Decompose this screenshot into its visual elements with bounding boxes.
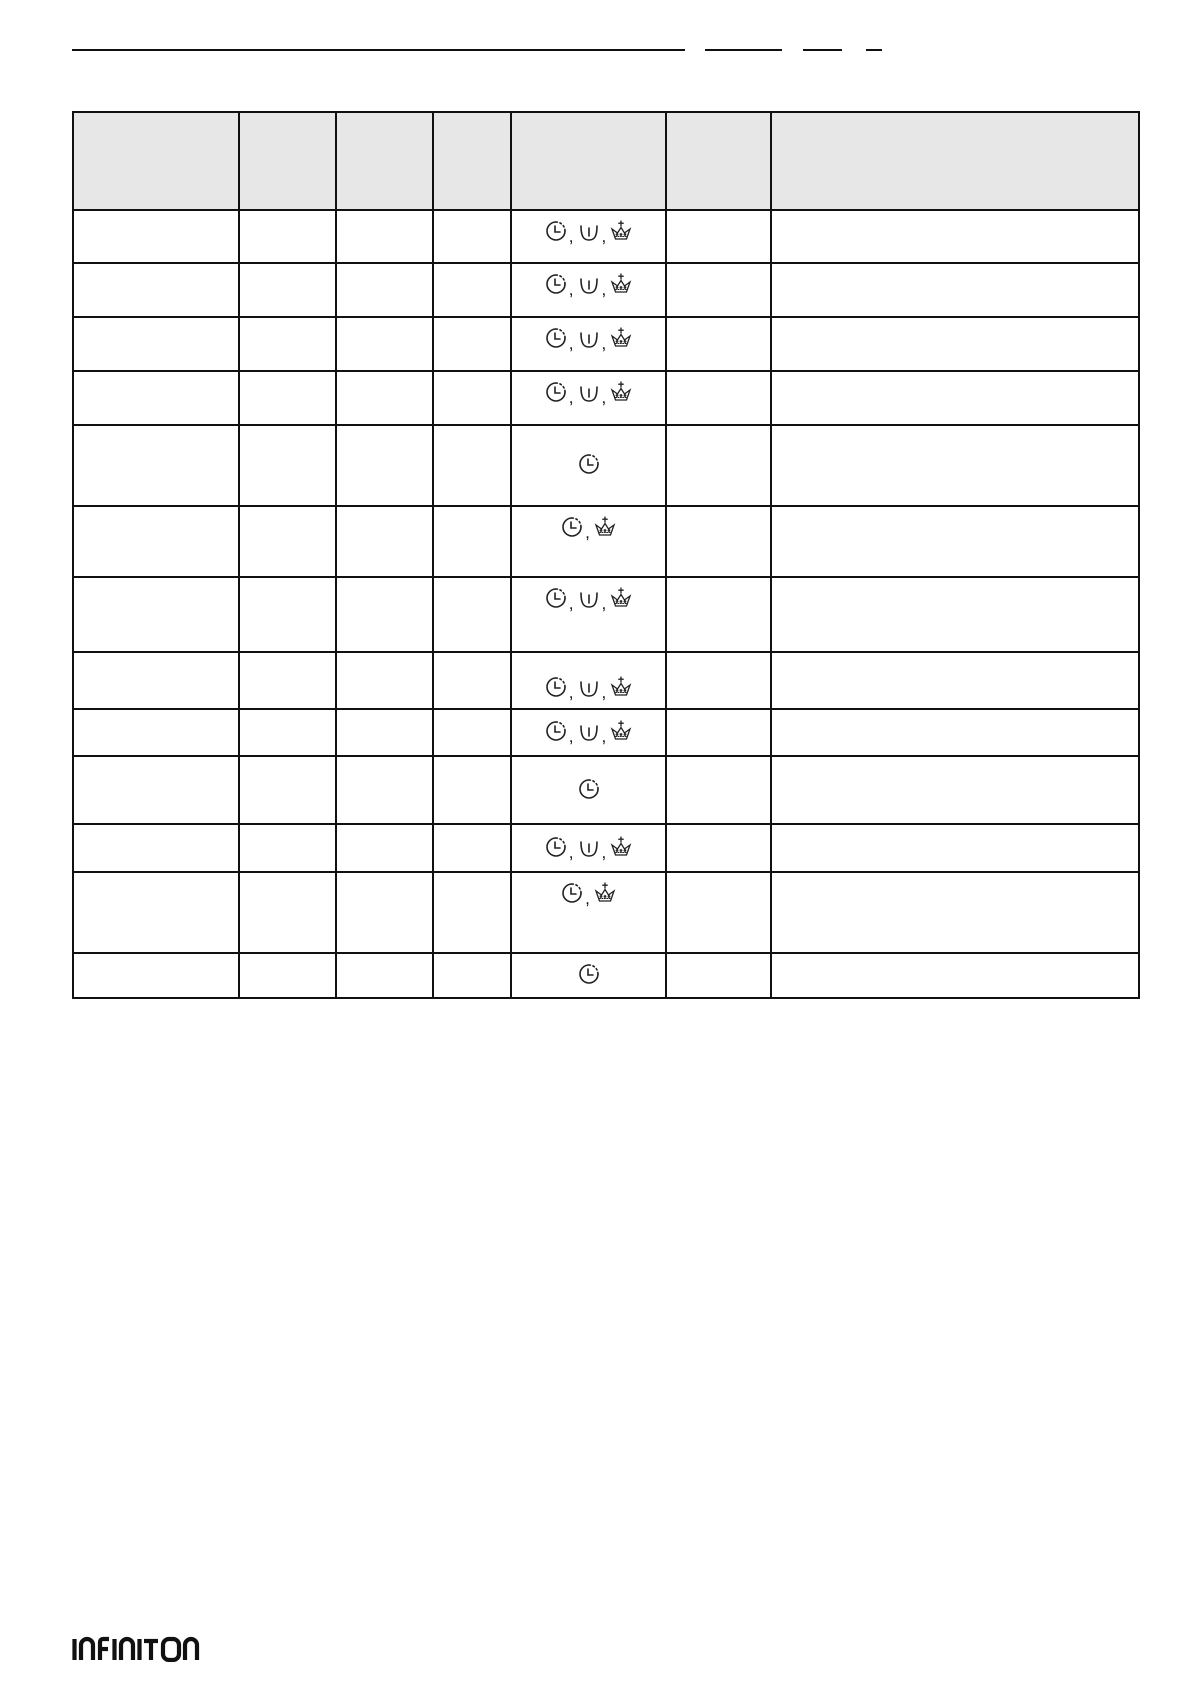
- table-cell: [666, 317, 771, 371]
- table-header: [73, 112, 1139, 210]
- table-cell: [239, 425, 336, 506]
- table-cell: [666, 577, 771, 652]
- table-cell: [239, 652, 336, 709]
- separator: ,: [568, 594, 574, 613]
- separator: ,: [568, 727, 574, 746]
- table-cell: [239, 506, 336, 577]
- crown-icon: [609, 219, 633, 243]
- table-row: [73, 652, 1139, 709]
- table-cell: [73, 953, 239, 998]
- table-cell: [666, 872, 771, 953]
- header-rule: [866, 49, 882, 51]
- table-cell: [73, 371, 239, 425]
- timer-icon: [577, 962, 601, 986]
- separator: ,: [585, 523, 590, 542]
- table-cell: [336, 317, 433, 371]
- header-cell: [336, 112, 433, 210]
- brand-logo: [72, 1636, 208, 1662]
- table-cell: [771, 709, 1139, 756]
- table-cell: [73, 210, 239, 263]
- table-cell: [73, 317, 239, 371]
- table-cell: [73, 756, 239, 824]
- options-cell: [511, 577, 666, 652]
- options-cell: [511, 756, 666, 824]
- table-cell: [336, 425, 433, 506]
- separator: ,: [601, 334, 607, 353]
- separator: ,: [568, 334, 574, 353]
- timer-icon: [560, 515, 584, 539]
- table-row: [73, 425, 1139, 506]
- table-row: [73, 210, 1139, 263]
- infiniton-logo-icon: [72, 1636, 208, 1662]
- table-cell: [433, 371, 511, 425]
- table-row: [73, 263, 1139, 317]
- timer-icon: [544, 675, 568, 699]
- table-cell: [666, 263, 771, 317]
- table-cell: [336, 263, 433, 317]
- table-cell: [771, 756, 1139, 824]
- options-cell: [511, 709, 666, 756]
- prewash-icon: [577, 835, 601, 859]
- prewash-icon: [577, 380, 601, 404]
- table-cell: [73, 872, 239, 953]
- table-cell: [433, 210, 511, 263]
- prewash-icon: [577, 675, 601, 699]
- crown-icon: [609, 380, 633, 404]
- table-cell: [433, 756, 511, 824]
- table-cell: [239, 709, 336, 756]
- prewash-icon: [577, 326, 601, 350]
- separator: ,: [585, 889, 590, 908]
- table-cell: [433, 506, 511, 577]
- table-row: [73, 317, 1139, 371]
- table-row: [73, 953, 1139, 998]
- options-cell: [511, 263, 666, 317]
- options-cell: [511, 317, 666, 371]
- table-cell: [239, 756, 336, 824]
- separator: ,: [601, 683, 607, 702]
- separator: ,: [601, 280, 607, 299]
- options-cell: [511, 824, 666, 872]
- table-cell: [336, 577, 433, 652]
- table-cell: [771, 263, 1139, 317]
- separator: ,: [568, 388, 574, 407]
- table-cell: [239, 824, 336, 872]
- separator: ,: [601, 727, 607, 746]
- options-cell: [511, 210, 666, 263]
- separator: ,: [601, 594, 607, 613]
- table-cell: [239, 577, 336, 652]
- table-cell: [666, 371, 771, 425]
- header-cell: [771, 112, 1139, 210]
- table-body: [73, 210, 1139, 998]
- table-cell: [73, 709, 239, 756]
- table-cell: [433, 263, 511, 317]
- options-cell: [511, 371, 666, 425]
- table-cell: [771, 577, 1139, 652]
- crown-icon: [609, 719, 633, 743]
- table-row: [73, 371, 1139, 425]
- timer-icon: [577, 452, 601, 476]
- table-cell: [771, 210, 1139, 263]
- table-cell: [433, 652, 511, 709]
- table-cell: [239, 263, 336, 317]
- timer-icon: [577, 777, 601, 801]
- table-cell: [336, 709, 433, 756]
- crown-icon: [609, 272, 633, 296]
- header-rule: [72, 49, 685, 51]
- timer-icon: [544, 835, 568, 859]
- header-cell: [239, 112, 336, 210]
- table-cell: [239, 317, 336, 371]
- table-cell: [239, 210, 336, 263]
- header-cell: [666, 112, 771, 210]
- separator: ,: [601, 842, 607, 862]
- timer-icon: [560, 881, 584, 905]
- prewash-icon: [577, 219, 601, 243]
- options-cell: [511, 872, 666, 953]
- table-cell: [771, 652, 1139, 709]
- table-cell: [433, 317, 511, 371]
- timer-icon: [544, 272, 568, 296]
- separator: ,: [568, 280, 574, 299]
- table-cell: [73, 577, 239, 652]
- table-row: [73, 506, 1139, 577]
- table-cell: [771, 425, 1139, 506]
- table-row: [73, 824, 1139, 872]
- table-cell: [666, 210, 771, 263]
- table-cell: [771, 872, 1139, 953]
- timer-icon: [544, 219, 568, 243]
- options-cell: [511, 425, 666, 506]
- table-cell: [771, 371, 1139, 425]
- crown-icon: [593, 515, 617, 539]
- prewash-icon: [577, 272, 601, 296]
- separator: ,: [568, 683, 574, 702]
- table-cell: [433, 953, 511, 998]
- timer-icon: [544, 586, 568, 610]
- table-cell: [336, 872, 433, 953]
- timer-icon: [544, 719, 568, 743]
- table-cell: [73, 263, 239, 317]
- table-cell: [666, 652, 771, 709]
- table-cell: [239, 371, 336, 425]
- table-cell: [239, 872, 336, 953]
- table-cell: [336, 506, 433, 577]
- options-cell: [511, 652, 666, 709]
- options-cell: [511, 953, 666, 998]
- table-cell: [666, 953, 771, 998]
- table-cell: [336, 756, 433, 824]
- crown-icon: [609, 326, 633, 350]
- table-cell: [336, 371, 433, 425]
- table-cell: [336, 824, 433, 872]
- table-cell: [73, 506, 239, 577]
- table-cell: [771, 317, 1139, 371]
- header-cell: [511, 112, 666, 210]
- timer-icon: [544, 326, 568, 350]
- table-cell: [666, 709, 771, 756]
- table-cell: [73, 652, 239, 709]
- prewash-icon: [577, 586, 601, 610]
- separator: ,: [601, 227, 607, 246]
- crown-icon: [609, 835, 633, 859]
- table-cell: [239, 953, 336, 998]
- table-cell: [666, 506, 771, 577]
- table-cell: [771, 506, 1139, 577]
- separator: ,: [568, 227, 574, 246]
- separator: ,: [568, 842, 574, 862]
- crown-icon: [609, 675, 633, 699]
- table-row: [73, 577, 1139, 652]
- table-cell: [73, 824, 239, 872]
- header-cell: [433, 112, 511, 210]
- table-cell: [336, 210, 433, 263]
- table-cell: [433, 824, 511, 872]
- table-cell: [433, 577, 511, 652]
- table-row: [73, 709, 1139, 756]
- separator: ,: [601, 388, 607, 407]
- table-row: [73, 756, 1139, 824]
- table-row: [73, 872, 1139, 953]
- table-cell: [433, 709, 511, 756]
- table-cell: [666, 824, 771, 872]
- program-table: [72, 111, 1140, 999]
- table-cell: [666, 756, 771, 824]
- table-cell: [73, 425, 239, 506]
- table-cell: [771, 953, 1139, 998]
- header-rule: [803, 49, 842, 51]
- header-cell: [73, 112, 239, 210]
- timer-icon: [544, 380, 568, 404]
- prewash-icon: [577, 719, 601, 743]
- table-cell: [666, 425, 771, 506]
- table-cell: [336, 652, 433, 709]
- options-cell: [511, 506, 666, 577]
- table-cell: [771, 824, 1139, 872]
- crown-icon: [609, 586, 633, 610]
- table-cell: [433, 425, 511, 506]
- table-cell: [336, 953, 433, 998]
- header-rule: [705, 49, 782, 51]
- crown-icon: [593, 881, 617, 905]
- table-cell: [433, 872, 511, 953]
